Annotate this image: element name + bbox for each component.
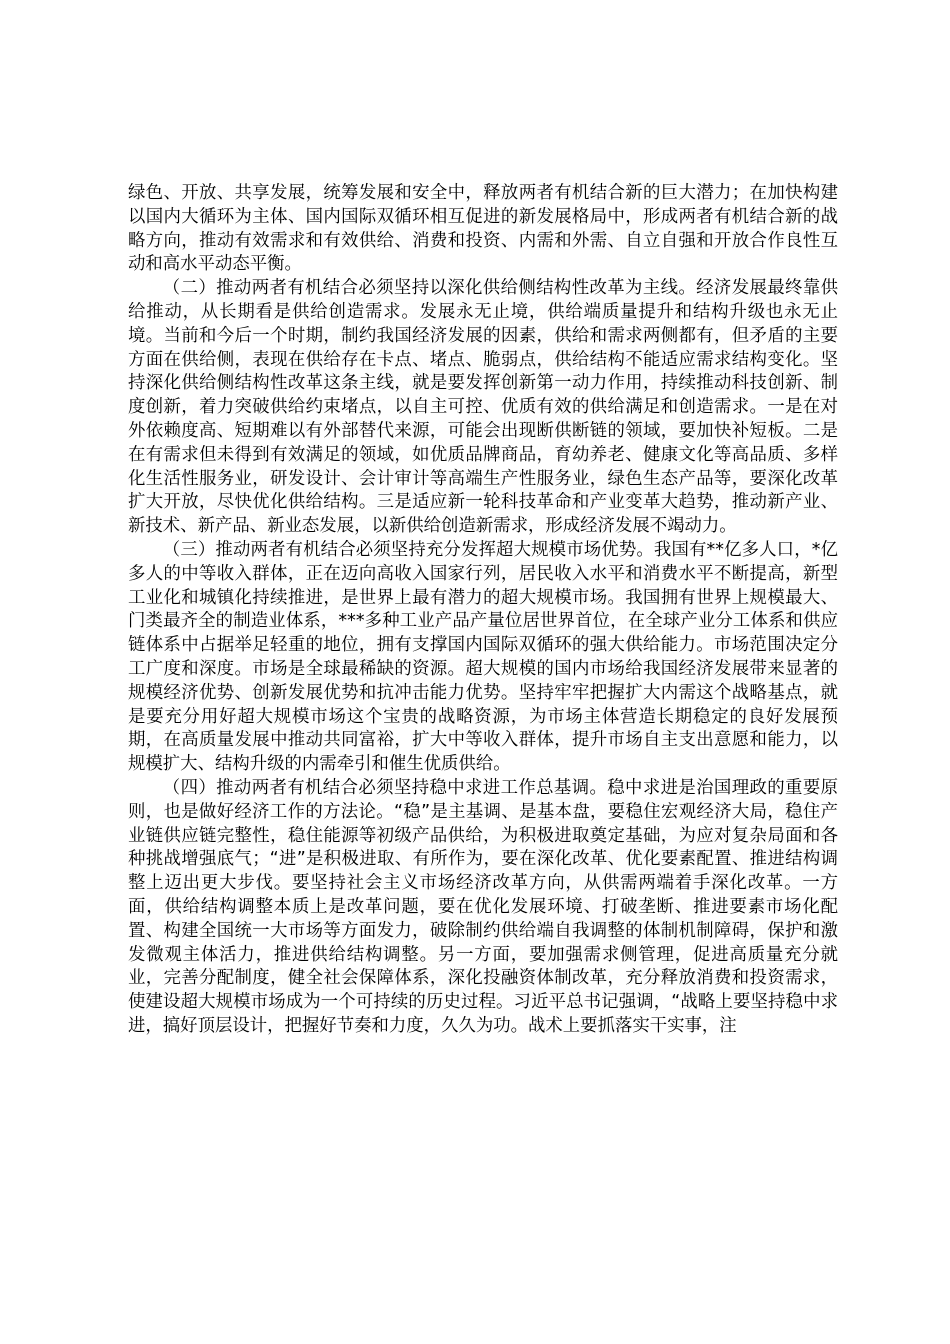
paragraph-section-2: （二）推动两者有机结合必须坚持以深化供给侧结构性改革为主线。经济发展最终靠供给推动，从长期看是供给创造需求。发展永无止境，供给端质量提升和结构升级也永无止境。当前和今后一个时期，制约我国经济发展的因素，供给和需求两侧都有，但矛盾的主要方面在供给侧，表现在供给存在卡点、堵点、脆弱点，供给结构不能适应需求结构变化。坚持深化供给侧结构性改革这条主线，就是要发挥创新第一动力作用，持续推动科技创新、制度创新，着力突破供给约束堵点，以自主可控、优质有效的供给满足和创造需求。一是在对外依赖度高、短期难以有外部替代来源，可能会出现断供断链的领域，要加快补短板。二是在有需求但未得到有效满足的领域，如优质品牌商品，育幼养老、健康文化等高品质、多样化生活性服务业，研发设计、会计审计等高端生产性服务业，绿色生态产品等，要深化改革扩大开放，尽快优化供给结构。三是适应新一轮科技革命和产业变革大趋势，推动新产业、新技术、新产品、新业态发展，以新供给创造新需求，形成经济发展不竭动力。 [128,278,838,537]
document-body [128,182,838,1039]
paragraph-section-4: （四）推动两者有机结合必须坚持稳中求进工作总基调。稳中求进是治国理政的重要原则，也是做好经济工作的方法论。“稳”是主基调、是基本盘，要稳住宏观经济大局，稳住产业链供应链完整性，稳住能源等初级产品供给，为积极进取奠定基础，为应对复杂局面和各种挑战增强底气；“进”是积极进取、有所作为，要在深化改革、优化要素配置、推进结构调整上迈出更大步伐。要坚持社会主义市场经济改革方向，从供需两端着手深化改革。一方面，供给结构调整本质上是改革问题，要在优化发展环境、打破垄断、推进要素市场化配置、构建全国统一大市场等方面发力，破除制约供给端自我调整的体制机制障碍，保护和激发微观主体活力，推进供给结构调整。另一方面，要加强需求侧管理，促进高质量充分就业，完善分配制度，健全社会保障体系，深化投融资体制改革，充分释放消费和投资需求，使建设超大规模市场成为一个可持续的历史过程。习近平总书记强调，“战略上要坚持稳中求进，搞好顶层设计，把握好节奏和力度，久久为功。战术上要抓落实干实事，注 [128,777,838,1036]
paragraph-section-3: （三）推动两者有机结合必须坚持充分发挥超大规模市场优势。我国有**亿多人口，*亿多人的中等收入群体，正在迈向高收入国家行列，居民收入水平和消费水平不断提高，新型工业化和城镇化持续推进，是世界上最有潜力的超大规模市场。我国拥有世界上规模最大、门类最齐全的制造业体系，***多种工业产品产量位居世界首位，在全球产业分工体系和供应链体系中占据举足轻重的地位，拥有支撑国内国际双循环的强大供给能力。市场范围决定分工广度和深度。市场是全球最稀缺的资源。超大规模的国内市场给我国经济发展带来显著的规模经济优势、创新发展优势和抗冲击能力优势。坚持牢牢把握扩大内需这个战略基点，就是要充分用好超大规模市场这个宝贵的战略资源，为市场主体营造长期稳定的良好发展预期，在高质量发展中推动共同富裕，扩大中等收入群体，提升市场自主支出意愿和能力，以规模扩大、结构升级的内需牵引和催生优质供给。 [128,539,838,775]
paragraph-intro-continued: 绿色、开放、共享发展，统筹发展和安全中，释放两者有机结合新的巨大潜力；在加快构建以国内大循环为主体、国内国际双循环相互促进的新发展格局中，形成两者有机结合新的战略方向，推动有效需求和有效供给、消费和投资、内需和外需、自立自强和开放合作良性互动和高水平动态平衡。 [128,183,838,275]
